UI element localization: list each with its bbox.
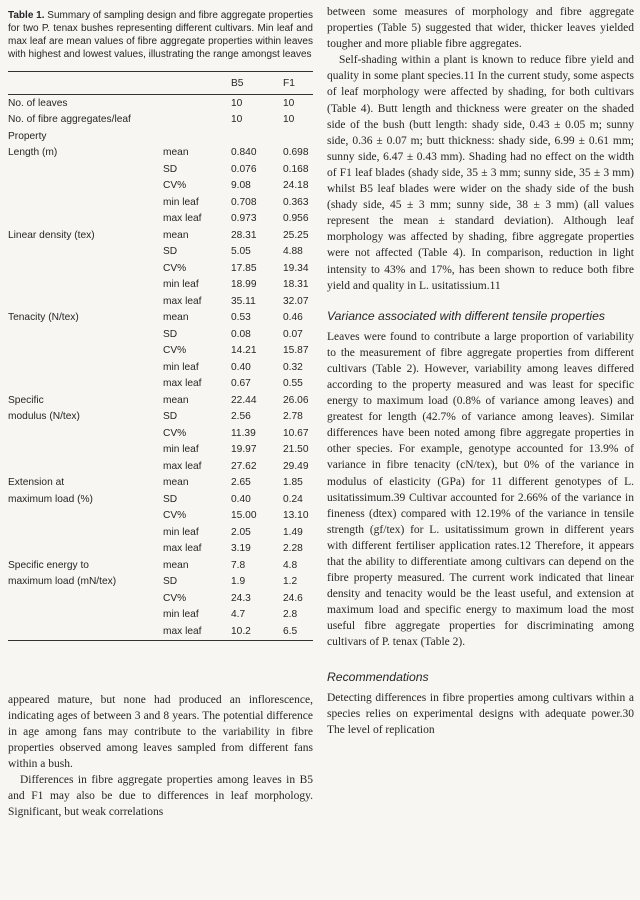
cell-f1: 10	[283, 114, 295, 126]
table-caption-text: Summary of sampling design and fibre aggregate properties for two P. tenax bushes representing different cultivars. Min leaf and max leaf are mean values of fibre aggregate properties within leaves with highest and lowest values, illustrating the range amongst leaves	[8, 10, 313, 60]
table-row	[8, 425, 313, 442]
cell-b5: 2.05	[231, 526, 251, 538]
row-statistic: min leaf	[163, 279, 199, 291]
table-row	[8, 161, 313, 178]
row-statistic: SD	[163, 493, 178, 505]
cell-f1: 0.07	[283, 328, 303, 340]
row-statistic: CV%	[163, 345, 187, 357]
table-row	[8, 277, 313, 294]
row-statistic: CV%	[163, 510, 187, 522]
row-property	[8, 607, 163, 624]
right-paragraph-4: Detecting differences in fibre properties among cultivars within a species relies on experimental designs with adequate power.30 The level of replication	[327, 691, 634, 736]
row-statistic: mean	[163, 559, 189, 571]
row-statistic: min leaf	[163, 609, 199, 621]
row-property	[8, 293, 163, 310]
col-header-f1: F1	[283, 72, 313, 95]
cell-f1: 21.50	[283, 444, 309, 456]
cell-f1: 32.07	[283, 295, 309, 307]
table-row	[8, 524, 313, 541]
cell-f1: 1.85	[283, 477, 303, 489]
row-statistic: mean	[163, 477, 189, 489]
cell-b5: 10	[231, 114, 243, 126]
table-row	[8, 227, 313, 244]
cell-f1: 29.49	[283, 460, 309, 472]
cell-f1: 10.67	[283, 427, 309, 439]
table-row	[8, 293, 313, 310]
row-statistic: mean	[163, 394, 189, 406]
right-column	[327, 0, 634, 738]
row-property	[8, 458, 163, 475]
cell-b5: 9.08	[231, 180, 251, 192]
cell-f1: 2.28	[283, 543, 303, 555]
cell-b5: 0.973	[231, 213, 257, 225]
cell-f1: 1.2	[283, 576, 298, 588]
table-row	[8, 95, 313, 112]
cell-f1: 15.87	[283, 345, 309, 357]
row-statistic: min leaf	[163, 196, 199, 208]
row-property	[8, 590, 163, 607]
cell-b5: 1.9	[231, 576, 246, 588]
cell-f1: 4.8	[283, 559, 298, 571]
cell-b5: 3.19	[231, 543, 251, 555]
cell-b5: 14.21	[231, 345, 257, 357]
cell-b5: 19.97	[231, 444, 257, 456]
row-property: No. of fibre aggregates/leaf	[8, 114, 131, 126]
table-row	[8, 310, 313, 327]
row-property	[8, 161, 163, 178]
cell-b5: 7.8	[231, 559, 246, 571]
row-statistic: CV%	[163, 262, 187, 274]
row-statistic	[163, 128, 231, 145]
cell-f1: 19.34	[283, 262, 309, 274]
row-property: Specific energy to	[8, 559, 89, 571]
table-row	[8, 244, 313, 261]
cell-b5: 0.08	[231, 328, 251, 340]
row-statistic: CV%	[163, 592, 187, 604]
table-row	[8, 508, 313, 525]
row-property	[8, 194, 163, 211]
table-row	[8, 359, 313, 376]
cell-f1: 24.18	[283, 180, 309, 192]
row-property: modulus (N/tex)	[8, 411, 80, 423]
row-statistic: min leaf	[163, 444, 199, 456]
cell-f1: 2.8	[283, 609, 298, 621]
cell-b5: 4.7	[231, 609, 246, 621]
cell-f1: 26.06	[283, 394, 309, 406]
table-row	[8, 145, 313, 162]
table-row	[8, 112, 313, 129]
cell-b5: 18.99	[231, 279, 257, 291]
row-statistic: SD	[163, 328, 178, 340]
table-row	[8, 343, 313, 360]
table-row	[8, 491, 313, 508]
cell-b5	[231, 128, 283, 145]
row-property: Property	[8, 130, 47, 142]
table-row	[8, 326, 313, 343]
cell-f1: 18.31	[283, 279, 309, 291]
cell-f1: 0.32	[283, 361, 303, 373]
table-row	[8, 475, 313, 492]
row-statistic: max leaf	[163, 460, 202, 472]
cell-b5: 28.31	[231, 229, 257, 241]
cell-b5: 27.62	[231, 460, 257, 472]
row-statistic	[163, 112, 231, 129]
left-paragraph-1: appeared mature, but none had produced an inflorescence, indicating ages of between 3 and 8 years. The potential difference in age among fans may contribute to the variability in fibre properties observed among leaves sampled from different fans within a bush.	[8, 693, 313, 770]
col-header-b5: B5	[231, 72, 283, 95]
cell-f1: 0.956	[283, 213, 309, 225]
table-row	[8, 442, 313, 459]
row-statistic: max leaf	[163, 295, 202, 307]
cell-f1: 1.49	[283, 526, 303, 538]
cell-f1: 10	[283, 97, 295, 109]
section-heading-variance: Variance associated with different tensile properties	[327, 308, 605, 323]
left-paragraph-2: Differences in fibre aggregate properties among leaves in B5 and F1 may also be due to differences in leaf morphology. Significant, but weak correlations	[8, 773, 313, 819]
table-row	[8, 178, 313, 195]
table-row	[8, 541, 313, 558]
cell-b5: 2.65	[231, 477, 251, 489]
cell-f1: 25.25	[283, 229, 309, 241]
cell-b5: 11.39	[231, 427, 256, 439]
row-property: maximum load (%)	[8, 493, 93, 505]
cell-b5: 2.56	[231, 411, 251, 423]
cell-b5: 10.2	[231, 623, 283, 640]
table-row	[8, 409, 313, 426]
cell-b5: 0.53	[231, 312, 251, 324]
cell-b5: 5.05	[231, 246, 251, 258]
table-row	[8, 194, 313, 211]
table-caption	[8, 0, 313, 61]
row-statistic: SD	[163, 163, 178, 175]
row-property	[8, 508, 163, 525]
table-row	[8, 128, 313, 145]
cell-b5: 15.00	[231, 510, 257, 522]
cell-f1: 0.168	[283, 163, 309, 175]
row-property	[8, 343, 163, 360]
row-property: Length (m)	[8, 147, 58, 159]
row-property: Linear density (tex)	[8, 229, 95, 241]
data-table	[8, 71, 313, 641]
row-property: Specific	[8, 394, 44, 406]
cell-f1: 2.78	[283, 411, 303, 423]
cell-f1	[283, 128, 313, 145]
cell-b5: 0.840	[231, 147, 257, 159]
cell-b5: 0.40	[231, 493, 251, 505]
cell-f1: 6.5	[283, 623, 313, 640]
row-statistic: SD	[163, 576, 178, 588]
row-statistic: min leaf	[163, 526, 199, 538]
table-row	[8, 557, 313, 574]
table-header-row	[8, 72, 313, 95]
row-statistic: mean	[163, 147, 189, 159]
cell-f1: 0.24	[283, 493, 303, 505]
cell-b5: 0.40	[231, 361, 251, 373]
cell-b5: 10	[231, 97, 243, 109]
row-statistic	[163, 95, 231, 112]
cell-b5: 17.85	[231, 262, 257, 274]
row-property	[8, 211, 163, 228]
cell-b5: 24.3	[231, 592, 251, 604]
cell-f1: 4.88	[283, 246, 303, 258]
cell-b5: 0.67	[231, 378, 251, 390]
row-property	[8, 326, 163, 343]
cell-f1: 13.10	[283, 510, 309, 522]
row-property	[8, 376, 163, 393]
row-property	[8, 244, 163, 261]
row-statistic: max leaf	[163, 378, 202, 390]
row-property	[8, 260, 163, 277]
cell-f1: 0.698	[283, 147, 309, 159]
row-statistic: min leaf	[163, 361, 199, 373]
cell-f1: 24.6	[283, 592, 303, 604]
section-heading-recommendations: Recommendations	[327, 669, 429, 684]
row-property: maximum load (mN/tex)	[8, 576, 117, 588]
cell-b5: 22.44	[231, 394, 257, 406]
row-property: No. of leaves	[8, 97, 68, 109]
cell-b5: 0.076	[231, 163, 257, 175]
row-property	[8, 524, 163, 541]
table-row	[8, 392, 313, 409]
table-row	[8, 260, 313, 277]
left-column	[8, 0, 313, 820]
row-statistic: max leaf	[163, 213, 202, 225]
row-property	[8, 277, 163, 294]
table-row	[8, 623, 313, 640]
row-property: Tenacity (N/tex)	[8, 312, 79, 324]
right-paragraph-3: Leaves were found to contribute a large proportion of variability to the measurement of fibre aggregate properties from different cultivars (Table 2). However, variability among leaves differed according to the property measured and was least for specific energy to maximum load (0.8% of variance among leaves) and greatest for length (42.7% of variance among leaves). Similar differences have been noted among fibre aggregate properties in other species. For example, genotype accounted for 13.9% of variance in fibre tenacity (cN/tex), but 0% of the variance in modulus of elasticity (GPa) for 11 different genotypes of L. usitatissimum.39 Cultivar accounted for 2.66% of the variance in fineness (dtex) compared with 12.19% of the variance in tensile strength (gf/tex) for L. usitatissimum grown in different years with different fertiliser application rates.12 Therefore, it appears that the ability to differentiate among cultivars can depend on the fibre property measured. The current work indicated that linear density and tenacity would be the least useful, and extension at maximum load and specific energy to maximum load the most useful fibre aggregate properties for discriminating among cultivars of P. tenax (Table 2).	[327, 330, 634, 649]
row-statistic: CV%	[163, 427, 187, 439]
table-row	[8, 211, 313, 228]
row-statistic: mean	[163, 312, 189, 324]
cell-f1: 0.46	[283, 312, 303, 324]
table-row	[8, 458, 313, 475]
cell-b5: 35.11	[231, 295, 256, 307]
row-statistic: CV%	[163, 180, 187, 192]
row-property	[8, 442, 163, 459]
row-statistic: max leaf	[163, 543, 202, 555]
row-property	[8, 359, 163, 376]
cell-f1: 0.55	[283, 378, 303, 390]
row-statistic: SD	[163, 411, 178, 423]
right-paragraph-1: between some measures of morphology and fibre aggregate properties (Table 5) suggested that wider, thicker leaves yielded tougher and more pliable fibre aggregates.	[327, 6, 634, 51]
table-row	[8, 590, 313, 607]
row-statistic: max leaf	[163, 623, 231, 640]
row-property	[8, 425, 163, 442]
row-statistic: mean	[163, 229, 189, 241]
row-property	[8, 178, 163, 195]
right-paragraph-2: Self-shading within a plant is known to reduce fibre yield and quality in some plant species.11 In the current study, some aspects of leaf morphology were affected by shading, for both cultivars (Table 4). Butt length and thickness were greater on the shaded side of the bush (butt length: shady side, 0.43 ± 0.05 m; sunny side, 0.36 ± 0.07 m; butt thickness: shady side, 6.99 ± 0.61 mm; sunny side, 6.47 ± 0.43 mm). Shading had no effect on the width of F1 leaf blades (shady side, 35 ± 3 mm; sunny side, 35 ± 3 mm) whilst B5 leaf blades were wider on the shady side of the bush (shady side, 45 ± 3 mm; sunny side, 38 ± 3 mm) (all values represent the mean ± standard deviation). Although leaf morphology was affected by shading, fibre aggregate properties were not affected (Table 4). In comparison, reduction in light intensity to 43% and 17%, has been shown to reduce both fibre yield and quality in L. usitatissium.11	[327, 54, 634, 292]
table-row	[8, 574, 313, 591]
cell-f1: 0.363	[283, 196, 309, 208]
row-statistic: SD	[163, 246, 178, 258]
row-property: Extension at	[8, 477, 65, 489]
table-caption-title: Table 1.	[8, 10, 45, 21]
row-property	[8, 623, 163, 640]
cell-b5: 0.708	[231, 196, 257, 208]
row-property	[8, 541, 163, 558]
table-row	[8, 376, 313, 393]
table-row	[8, 607, 313, 624]
